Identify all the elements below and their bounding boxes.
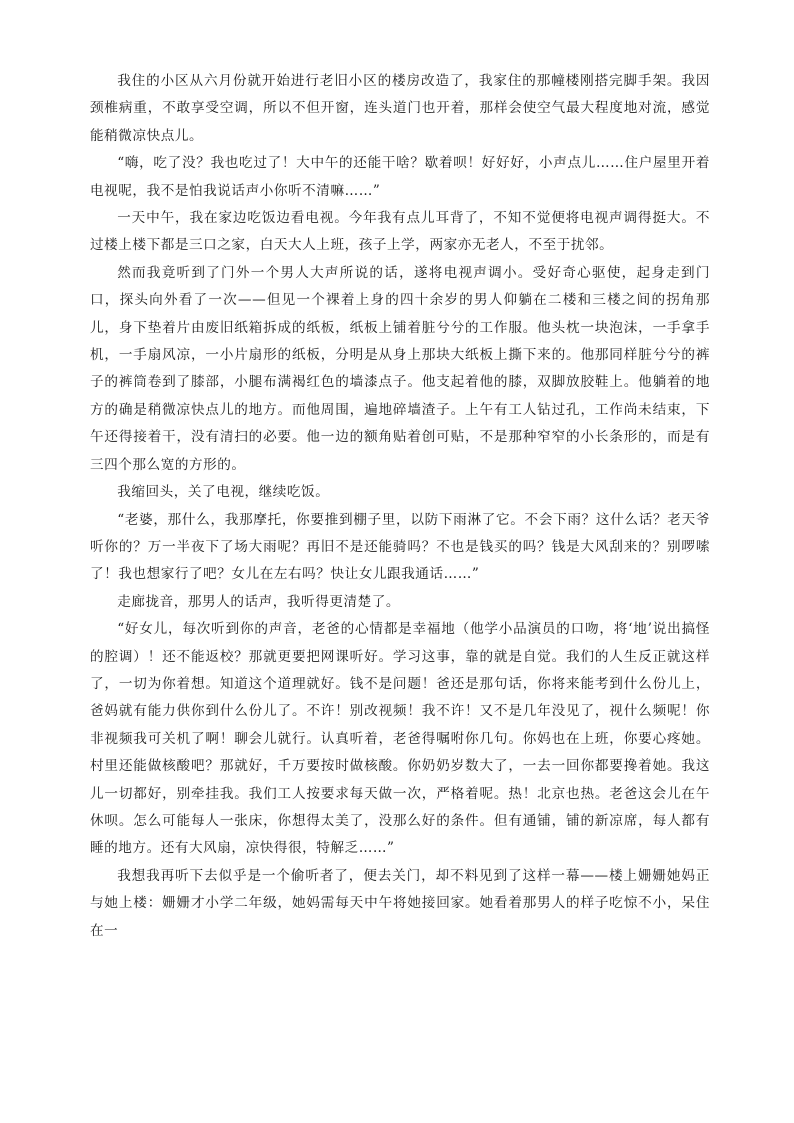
paragraph: 我缩回头，关了电视，继续吃饭。 <box>117 484 330 501</box>
article-body <box>90 68 710 945</box>
paragraph: 然而我竟听到了门外一个男人大声所说的话，遂将电视声调小。受好奇心驱使，起身走到门口，探头向外看了一次——但见一个裸着上身的四十余岁的男人仰躺在二楼和三楼之间的拐角那儿，身下垫着片由废旧纸箱拆成的纸板，纸板上铺着脏兮兮的工作服。他头枕一块泡沫，一手拿手机，一手扇风凉，一小片扇形的纸板，分明是从身上那块大纸板上撕下来的。他那同样脏兮兮的裤子的裤筒卷到了膝部，小腿布满褐红色的墙漆点子。他支起着他的膝，双脚放胶鞋上。他躺着的地方的确是稍微凉快点儿的地方。而他周围，遍地碎墙渣子。上午有工人钻过孔，工作尚未结束，下午还得接着干，没有清扫的必要。他一边的额角贴着创可贴，不是那种窄窄的小长条形的，而是有三四个那么宽的方形的。 <box>90 264 710 473</box>
paragraph: 我住的小区从六月份就开始进行老旧小区的楼房改造了，我家住的那幢楼刚搭完脚手架。我因颈椎病重，不敢享受空调，所以不但开窗，连头道门也开着，那样会使空气最大程度地对流，感觉能稍微凉快点儿。 <box>90 73 710 144</box>
paragraph: 我想我再听下去似乎是一个偷听者了，便去关门，却不料见到了这样一幕——楼上姗姗她妈正与她上楼：姗姗才小学二年级，她妈需每天中午将她接回家。她看着那男人的样子吃惊不小，呆住在一 <box>90 867 710 939</box>
paragraph: “老婆，那什么，我那摩托，你要推到棚子里，以防下雨淋了它。不会下雨？这什么话？老天爷听你的？万一半夜下了场大雨呢？再旧不是还能骑吗？不也是钱买的吗？钱是大风刮来的？别啰嗦了！我也想家行了吧？女儿在左右吗？快让女儿跟我通话……” <box>90 511 710 583</box>
paragraph: 走廊拢音，那男人的话声，我听得更清楚了。 <box>117 593 401 610</box>
paragraph: “好女儿，每次听到你的声音，老爸的心情都是幸福地（他学小品演员的口吻，将‘地’说出搞怪的腔调）！还不能返校？那就更要把网课听好。学习这事，靠的就是自觉。我们的人生反正就这样了，一切为你着想。知道这个道理就好。钱不是问题！爸还是那句话，你将来能考到什么份儿上，爸妈就有能力供你到什么份儿了。不许！别改视频！我不许！又不是几年没见了，视什么频呢！你非视频我可关机了啊！聊会儿就行。认真听着，老爸得嘱咐你几句。你妈也在上班，你要心疼她。村里还能做核酸吧？那就好，千万要按时做核酸。你奶奶岁数大了，一去一回你都要搀着她。我这儿一切都好，别牵挂我。我们工人按要求每天做一次，严格着呢。热！北京也热。老爸这会儿在午休呗。怎么可能每人一张床，你想得太美了，没那么好的条件。但有通铺，铺的新凉席，每人都有睡的地方。还有大风扇，凉快得很，特解乏……” <box>90 621 710 857</box>
paragraph: “嗨，吃了没？我也吃过了！大中午的还能干啥？歇着呗！好好好，小声点儿……住户屋里开着电视呢，我不是怕我说话声小你听不清嘛……” <box>90 155 710 199</box>
paragraph: 一天中午，我在家边吃饭边看电视。今年我有点儿耳背了，不知不觉便将电视声调得挺大。不过楼上楼下都是三口之家，白天大人上班，孩子上学，两家亦无老人，不至于扰邻。 <box>90 210 710 254</box>
